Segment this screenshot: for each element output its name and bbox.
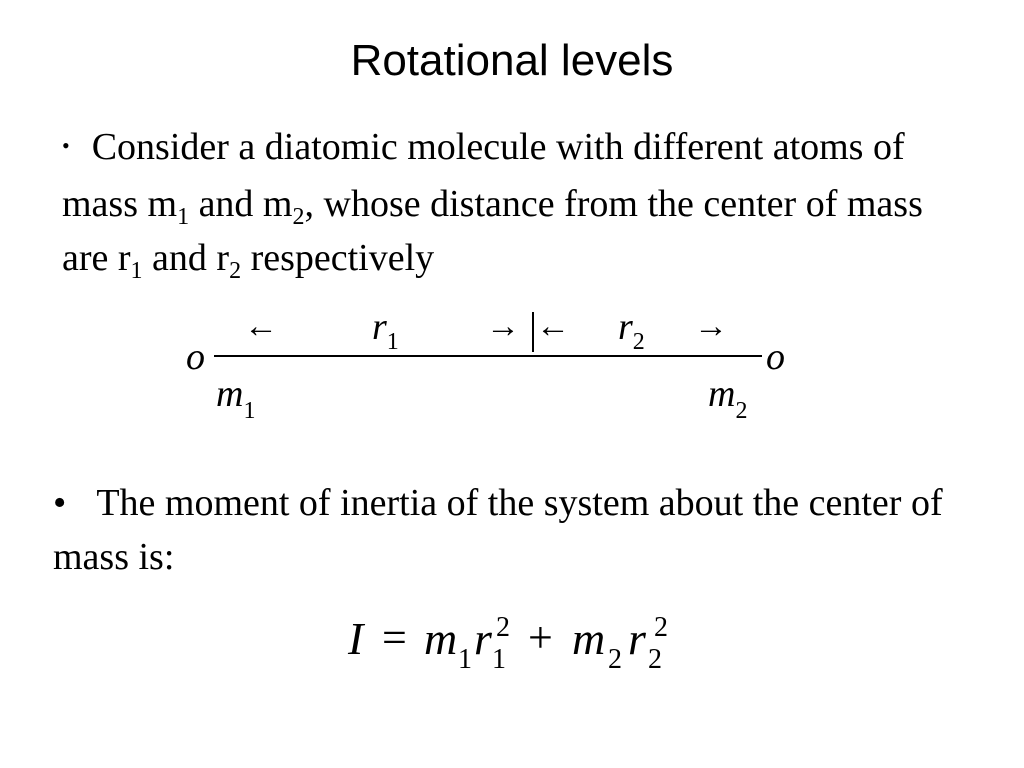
eq-I: I <box>348 613 364 664</box>
eq-equals: = <box>382 613 407 662</box>
arrow-right-2: → <box>694 308 728 345</box>
p1-text-5: respectively <box>241 237 435 280</box>
p1-sub-2: 2 <box>292 204 305 231</box>
p1-text-2: and m <box>189 183 293 226</box>
p2-text: The moment of inertia of the system about the center of mass is: <box>53 482 943 578</box>
eq-r1: r <box>474 613 492 664</box>
eq-m1: m <box>424 613 458 664</box>
slide-title: Rotational levels <box>350 36 674 85</box>
center-of-mass-marker <box>532 312 534 352</box>
atom-right: o <box>766 336 785 378</box>
r2-subscript: 2 <box>632 329 645 355</box>
r1-symbol: $r_1$ <box>372 306 399 355</box>
eq-r2-sub: 2 <box>648 644 662 675</box>
eq-r2-sup: 2 <box>654 612 668 643</box>
m1-subscript: 1 <box>243 398 256 424</box>
eq-r2: r <box>628 613 646 664</box>
bullet-marker: • <box>53 482 67 524</box>
bullet-paragraph-2 <box>53 476 993 584</box>
eq-m2-sub: 2 <box>608 644 622 675</box>
m1-label: $m_1$ <box>216 373 256 424</box>
bullet-marker: • <box>62 133 70 159</box>
m2-subscript: 2 <box>735 398 748 424</box>
p1-sub-3: 1 <box>130 258 143 285</box>
atom-left: o <box>186 336 205 378</box>
p1-text-3: , whose distance from the center of mass are r <box>62 183 923 280</box>
arrow-right-1: → <box>486 308 520 345</box>
r1-subscript: 1 <box>386 329 399 355</box>
eq-r1-sup: 2 <box>496 612 510 643</box>
bond-line <box>214 355 762 357</box>
arrow-left-2: ← <box>536 308 570 345</box>
p1-sub-4: 2 <box>229 258 242 285</box>
bullet-paragraph-1 <box>62 120 962 285</box>
r2-symbol: $r_2$ <box>618 306 645 355</box>
p1-text-1: Consider a diatomic molecule with different atoms of mass m <box>62 126 905 226</box>
arrow-left-1: ← <box>244 308 278 345</box>
eq-m2: m <box>572 613 606 664</box>
p1-text-4: and r <box>142 237 230 280</box>
p1-sub-1: 1 <box>177 204 190 231</box>
m2-label: $m_2$ <box>708 373 748 424</box>
eq-plus: + <box>528 613 553 662</box>
eq-r1-sub: 1 <box>492 644 506 675</box>
eq-m1-sub: 1 <box>458 644 472 675</box>
